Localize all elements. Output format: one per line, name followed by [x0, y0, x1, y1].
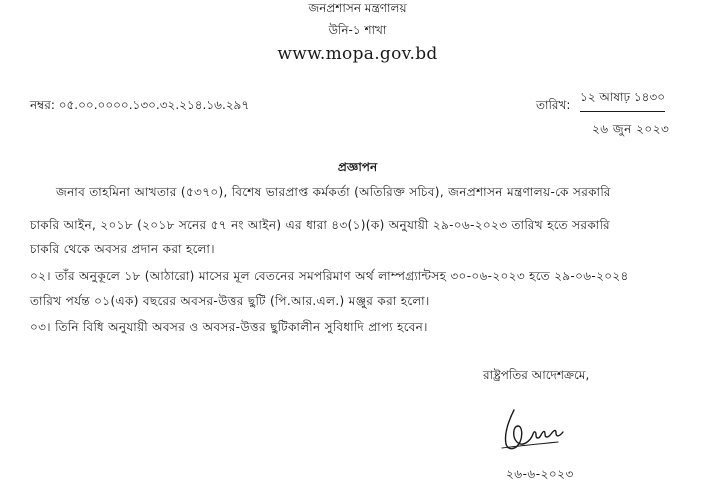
signature-image	[498, 404, 570, 456]
signature-date: ২৬-৬-২০২৩	[506, 467, 574, 481]
date-bangla: ১২ আষাঢ় ১৪৩০	[580, 89, 665, 112]
body-line: জনাব তাহমিনা আখতার (৫৩৭০), বিশেষ ভারপ্রাপ্ত কর্মকর্তা (অতিরিক্ত সচিব), জনপ্রশাসন মন্ত্রণালয়-কে সরকারি	[56, 185, 611, 199]
closing-text: রাষ্ট্রপতির আদেশক্রমে,	[483, 368, 590, 382]
body-line: চাকরি থেকে অবসর প্রদান করা হলো।	[30, 242, 215, 256]
memo-number: নম্বর: ০৫.০০.০০০০.১৩০.৩২.২১৪.১৬.২৯৭	[30, 98, 250, 112]
body-line: ০৩। তিনি বিধি অনুযায়ী অবসর ও অবসর-উত্তর ছুটিকালীন সুবিধাদি প্রাপ্য হবেন।	[30, 320, 428, 334]
website-url: www.mopa.gov.bd	[277, 44, 438, 64]
body-line: চাকরি আইন, ২০১৮ (২০১৮ সনের ৫৭ নং আইন) এর ধারা ৪৩(১)(ক) অনুযায়ী ২৯-০৬-২০২৩ তারিখ হতে সরকারি	[30, 218, 610, 232]
ministry-name: জনপ্রশাসন মন্ত্রণালয়	[308, 1, 407, 15]
body-line: তারিখ পর্যন্ত ০১(এক) বছরের অবসর-উত্তর ছুটি (পি.আর.এল.) মঞ্জুর করা হলো।	[30, 294, 430, 308]
section-name: উনি-১ শাখা	[328, 23, 387, 37]
date-gregorian: ২৬ জুন ২০২৩	[592, 122, 670, 136]
date-label: তারিখ:	[536, 98, 571, 112]
body-line: ০২। তাঁর অনুকূলে ১৮ (আঠারো) মাসের মূল বেতনের সমপরিমাণ অর্থ লাম্পগ্র্যান্টসহ ৩০-০৬-২০২৩ হতে ২৯-০৬-২০২৪	[30, 269, 629, 283]
notice-title: প্রজ্ঞাপন	[337, 160, 378, 174]
